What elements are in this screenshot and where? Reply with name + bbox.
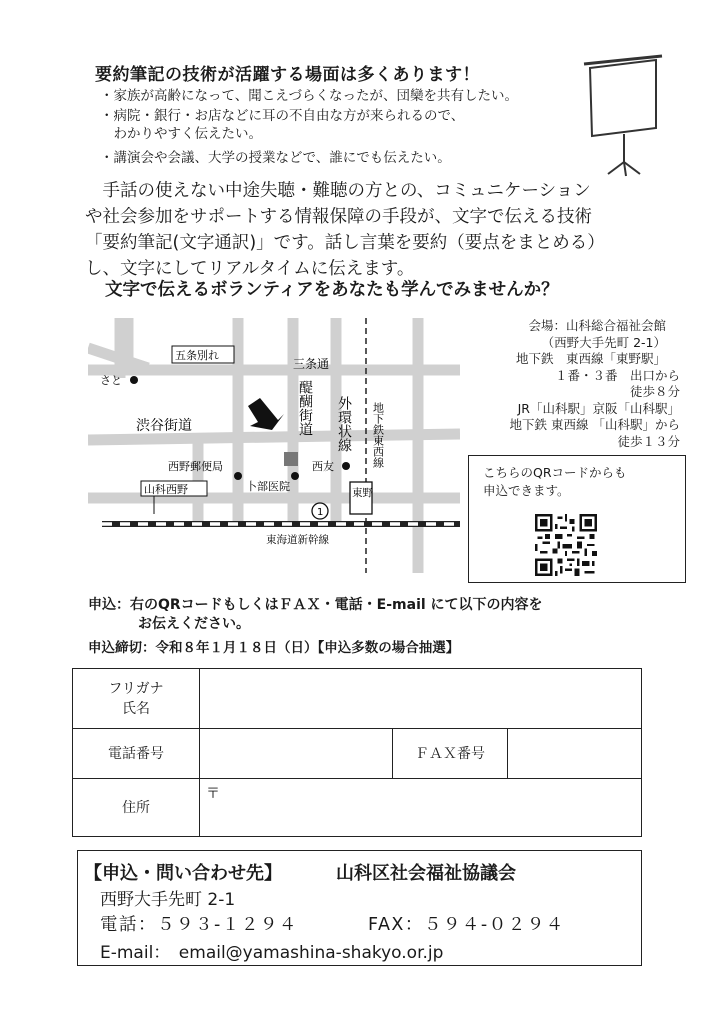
contact-address: 西野大手先町 2-1 (100, 890, 236, 910)
map-label-post: 西野郵便局 (168, 460, 223, 473)
fax-label: ＦＡＸ番号 (393, 729, 508, 779)
venue-line: 徒歩１３分 (617, 433, 680, 449)
furigana-label: フリガナ (108, 680, 164, 697)
map-label-gojo: 五条別れ (175, 349, 219, 362)
venue-line: （西野大手先町 2-1） (541, 334, 666, 350)
contact-box (77, 850, 642, 966)
call-to-action: 文字で伝えるボランティアをあなたも学んでみませんか？ (105, 280, 559, 300)
name-field[interactable] (200, 669, 642, 729)
headline: 要約筆記の技術が活躍する場面は多くあります！ (95, 65, 480, 85)
map-label-urabe: 卜部医院 (246, 480, 290, 493)
map-label-yamashina-nishino: 山科西野 (144, 483, 188, 496)
apply-deadline: 申込締切：令和８年１月１８日（日）【申込多数の場合抽選】 (88, 640, 460, 656)
intro-line: や社会参加をサポートする情報保障の手段が、文字で伝える技術 (85, 207, 592, 227)
venue-line: 地下鉄 東西線 「山科駅」から (509, 417, 680, 432)
venue-info (470, 318, 688, 450)
map-label-shinkansen: 東海道新幹線 (266, 534, 329, 546)
qr-box-line: こちらのQRコードからも (483, 465, 627, 480)
application-form (72, 668, 642, 837)
postal-mark: 〒 (206, 786, 220, 802)
map-label-seiyu: 西友 (312, 460, 334, 473)
contact-org: 山科区社会福祉協議会 (336, 863, 516, 884)
map-label-gaikan: 外環状線 (336, 396, 352, 452)
address-field[interactable] (200, 779, 642, 837)
map-label-shibuya: 渋谷街道 (136, 418, 192, 434)
contact-phone[interactable]: 電話：５９３-１２９４ (100, 915, 298, 935)
venue-line: １番・３番 出口から (554, 367, 680, 383)
address-label: 住所 (73, 779, 200, 837)
bullet-item: ・病院・銀行・お店などに耳の不自由な方が来られるので、 (100, 108, 465, 124)
phone-label: 電話番号 (73, 729, 200, 779)
qr-box-text (483, 464, 627, 500)
contact-heading: 【申込・問い合わせ先】 (84, 863, 282, 884)
intro-line: 手話の使えない中途失聴・難聴の方との、コミュニケーション (102, 181, 591, 201)
venue-line: 会場：山科総合福祉会館 (528, 318, 666, 333)
apply-instructions (88, 596, 543, 634)
projector-screen-icon (578, 50, 668, 178)
bullet-item: ・家族が高齢になって、聞こえづらくなったが、団欒を共有したい。 (100, 88, 518, 104)
fax-field[interactable] (508, 729, 642, 779)
map-label-sanjo: 三条通 (293, 357, 330, 371)
venue-line: JR「山科駅」京阪「山科駅」 (517, 400, 680, 416)
access-map (88, 318, 460, 573)
apply-line: お伝えください。 (138, 616, 250, 632)
intro-line: し、文字にしてリアルタイムに伝えます。 (85, 259, 415, 279)
map-label-daigo: 醍醐街道 (297, 380, 313, 436)
venue-line: 徒歩８分 (629, 384, 680, 399)
intro-paragraph (85, 178, 645, 282)
name-label: 氏名 (122, 700, 150, 717)
name-label-cell (73, 669, 200, 729)
intro-line: 「要約筆記(文字通訳)」です。話し言葉を要約（要点をまとめる） (85, 233, 605, 253)
map-label-sato: さと (100, 374, 122, 387)
map-label-subway: 地下鉄東西線 (371, 402, 385, 468)
qr-code-box[interactable] (468, 455, 686, 583)
map-label-higashino: 東野 (352, 487, 373, 499)
venue-line: 地下鉄 東西線「東野駅」 (515, 351, 666, 366)
contact-email[interactable]: E-mail： email@yamashina-shakyo.or.jp (100, 943, 444, 963)
qr-box-line: 申込できます。 (483, 483, 570, 498)
contact-fax[interactable]: FAX：５９４-０２９４ (368, 915, 565, 935)
apply-line: 申込：右のQRコードもしくはＦＡＸ・電話・E-mail にて以下の内容を (88, 597, 543, 613)
route-number-label: 1 (317, 507, 324, 518)
qr-code-icon[interactable] (535, 514, 597, 576)
bullet-item: わかりやすく伝えたい。 (100, 126, 262, 142)
phone-field[interactable] (200, 729, 393, 779)
bullet-item: ・講演会や会議、大学の授業などで、誰にでも伝えたい。 (100, 150, 451, 166)
